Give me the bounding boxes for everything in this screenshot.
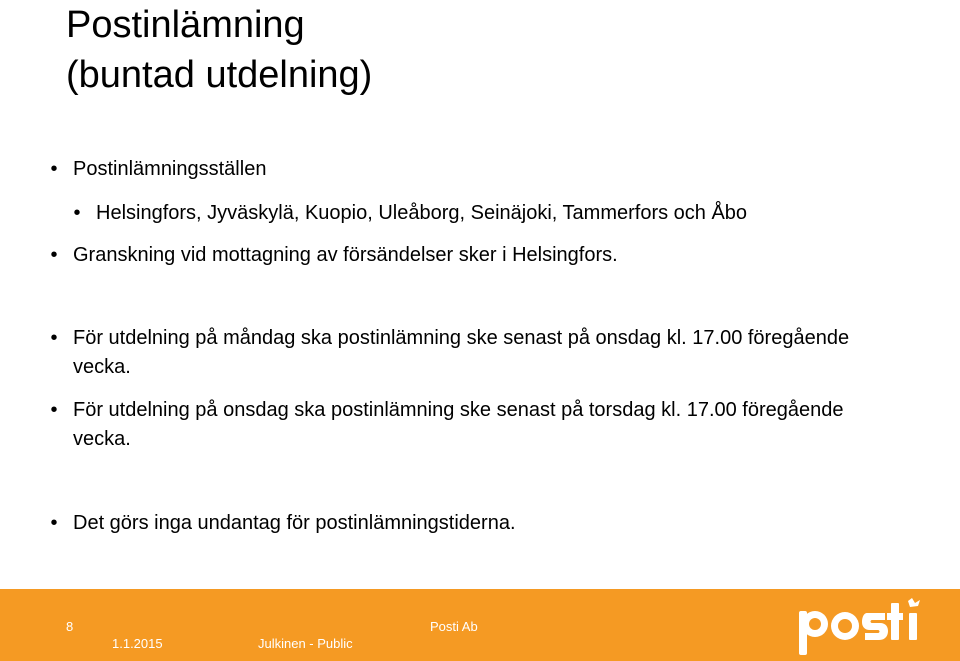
bullet-item — [50, 509, 893, 538]
bullet-dot: • — [50, 158, 58, 180]
bullet-text: Granskning vid mottagning av försändelser sker i Helsingfors. — [73, 244, 618, 266]
bullet-text: För utdelning på onsdag ska postinlämning ske senast på torsdag kl. 17.00 föregående vecka. — [73, 399, 844, 450]
slide-title — [66, 0, 886, 100]
posti-logo-icon — [795, 597, 925, 659]
bullet-text: Helsingfors, Jyväskylä, Kuopio, Uleåborg, Seinäjoki, Tammerfors och Åbo — [96, 202, 748, 224]
page-number: 8 — [66, 619, 74, 634]
bullet-dot: • — [73, 202, 81, 224]
company-name: Posti Ab — [430, 619, 478, 634]
classification-label: Julkinen - Public — [258, 636, 353, 651]
bullet-item — [50, 241, 893, 270]
bullet-text: Postinlämningsställen — [73, 158, 267, 180]
bullet-item — [50, 155, 893, 184]
sub-bullet-item — [73, 199, 916, 228]
footer-date: 1.1.2015 — [112, 636, 163, 651]
bullet-dot: • — [50, 512, 58, 534]
bullet-text: Det görs inga undantag för postinlämningstiderna. — [73, 512, 516, 534]
bullet-dot: • — [50, 327, 58, 349]
title-line-2: (buntad utdelning) — [66, 54, 373, 96]
bullet-text: För utdelning på måndag ska postinlämning ske senast på onsdag kl. 17.00 föregående vecka. — [73, 327, 850, 378]
bullet-item — [50, 324, 903, 382]
bullet-dot: • — [50, 399, 58, 421]
footer-bar — [0, 589, 960, 661]
bullet-item — [50, 396, 903, 454]
bullet-dot: • — [50, 244, 58, 266]
title-line-1: Postinlämning — [66, 4, 305, 46]
